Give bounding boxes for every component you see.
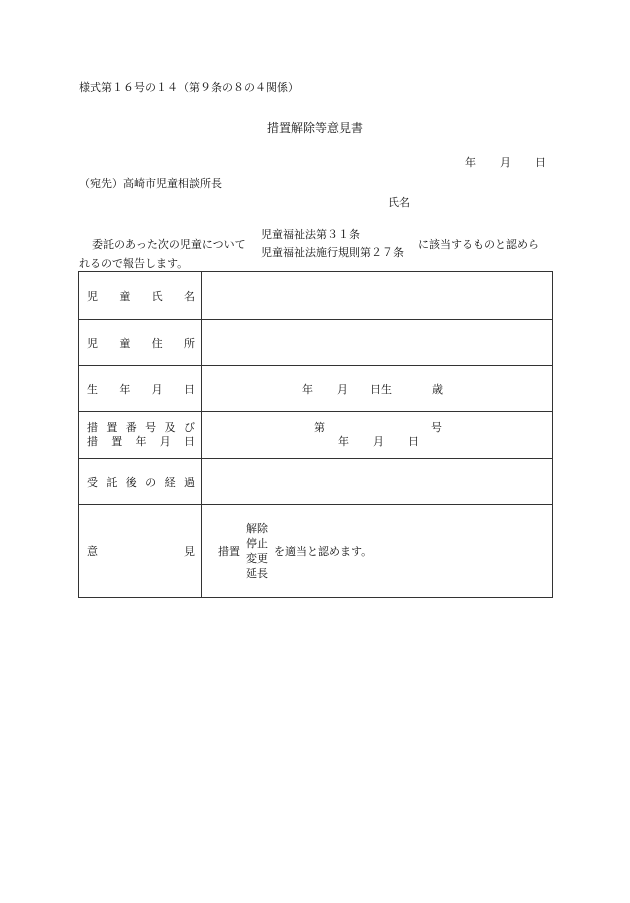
label-char: 所 <box>183 336 195 350</box>
row-progress <box>79 459 553 505</box>
measure-no-prefix: 第 <box>314 421 325 434</box>
row-child-address <box>79 320 553 366</box>
label-char: 番 <box>125 421 137 434</box>
label-char: 月 <box>159 435 171 448</box>
label-char: 年 <box>135 435 147 448</box>
label-char: 号 <box>145 421 157 434</box>
label-char: 置 <box>106 421 118 434</box>
row-measure <box>79 412 553 459</box>
value-child-name[interactable] <box>202 272 553 320</box>
label-char: 童 <box>119 336 131 350</box>
label-char: 童 <box>119 289 131 303</box>
name-label: 氏名 <box>388 196 410 209</box>
label-char: 過 <box>183 475 195 489</box>
label-progress <box>79 459 202 505</box>
label-char: び <box>183 421 195 434</box>
value-birth-date[interactable] <box>202 366 553 412</box>
report-table <box>78 271 553 598</box>
label-char: の <box>145 475 157 489</box>
law-option-1: 児童福祉法第３１条 <box>261 228 360 241</box>
row-child-name <box>79 272 553 320</box>
value-progress[interactable] <box>202 459 553 505</box>
label-child-address <box>79 320 202 366</box>
body-mid-text: に該当するものと認めら <box>418 238 539 251</box>
label-char: 月 <box>151 382 163 396</box>
birth-month: 月 <box>337 382 348 396</box>
label-char: 経 <box>164 475 176 489</box>
row-birth-date <box>79 366 553 412</box>
value-opinion[interactable] <box>202 505 553 598</box>
age: 歳 <box>432 382 443 396</box>
label-char: 氏 <box>151 289 163 303</box>
addressee: （宛先）高崎市児童相談所長 <box>79 177 222 190</box>
value-measure[interactable] <box>202 412 553 459</box>
label-birth-date <box>79 366 202 412</box>
opinion-suffix: を適当と認めます。 <box>274 545 373 558</box>
label-char: 意 <box>87 545 98 558</box>
opinion-option-cancel[interactable]: 解除 <box>246 522 268 535</box>
opinion-option-suspend[interactable]: 停止 <box>246 537 268 550</box>
body-lead-text: 委託のあった次の児童について <box>92 238 246 251</box>
measure-month: 月 <box>373 435 384 448</box>
label-char: 日 <box>183 382 195 396</box>
date-year: 年 <box>465 156 476 169</box>
label-char: 名 <box>183 289 195 303</box>
label-char: 後 <box>125 475 137 489</box>
measure-no-suffix: 号 <box>431 421 442 434</box>
opinion-options <box>246 521 268 581</box>
date-day: 日 <box>535 156 546 169</box>
label-char: 日 <box>184 435 195 448</box>
label-opinion <box>79 505 202 598</box>
label-child-name <box>79 272 202 320</box>
birth-year: 年 <box>302 382 313 396</box>
document-title: 措置解除等意見書 <box>266 121 363 135</box>
law-option-2: 児童福祉法施行規則第２７条 <box>261 246 404 259</box>
date-month: 月 <box>500 156 511 169</box>
label-char: 児 <box>87 289 98 303</box>
form-number: 様式第１６号の１４（第９条の８の４関係） <box>79 81 299 94</box>
label-char: 見 <box>184 545 195 558</box>
measure-year: 年 <box>338 435 349 448</box>
opinion-option-change[interactable]: 変更 <box>246 552 268 565</box>
opinion-option-extend[interactable]: 延長 <box>246 567 268 580</box>
label-char: 措 <box>87 421 98 434</box>
label-char: 受 <box>87 475 98 489</box>
birth-day: 日生 <box>370 382 392 396</box>
label-char: 託 <box>106 475 118 489</box>
row-opinion <box>79 505 553 598</box>
opinion-prefix: 措置 <box>218 545 240 558</box>
label-char: 年 <box>119 382 131 396</box>
measure-day: 日 <box>408 435 419 448</box>
body-tail-text: れるので報告します。 <box>79 257 189 270</box>
label-char: 児 <box>87 336 98 350</box>
label-measure <box>79 412 202 459</box>
label-char: 住 <box>151 336 163 350</box>
date-line <box>465 156 546 169</box>
value-child-address[interactable] <box>202 320 553 366</box>
label-char: 置 <box>111 435 123 448</box>
label-char: 生 <box>87 382 98 396</box>
label-char: 措 <box>87 435 98 448</box>
label-char: 及 <box>164 421 176 434</box>
